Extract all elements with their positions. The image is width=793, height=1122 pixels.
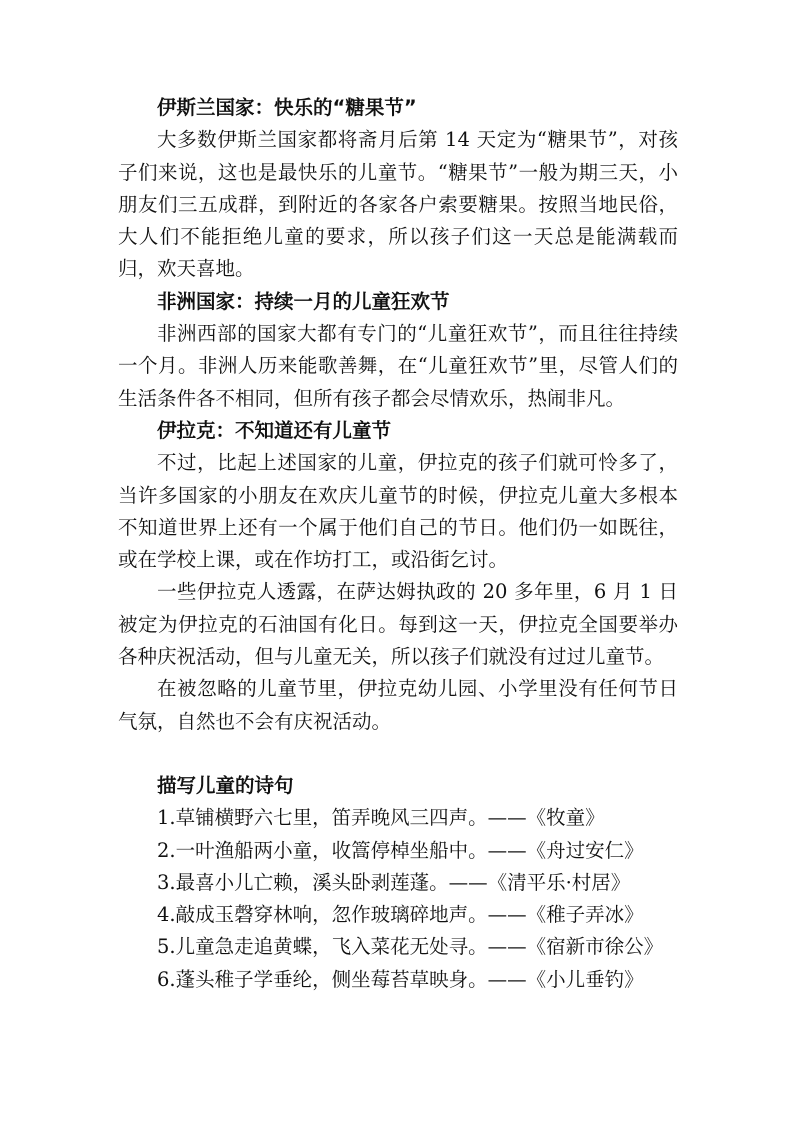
section-heading: 伊拉克：不知道还有儿童节 [157, 418, 392, 442]
section-islamic-countries [118, 92, 678, 286]
poem-line: 3.最喜小儿亡赖，溪头卧剥莲蓬。——《清平乐·村居》 [157, 870, 631, 894]
poem-line: 5.儿童急走追黄蝶，飞入菜花无处寻。——《宿新市徐公》 [157, 935, 664, 959]
section-heading: 伊斯兰国家：快乐的“糖果节” [157, 96, 417, 119]
poems-heading: 描写儿童的诗句 [157, 773, 294, 797]
poem-line: 2.一叶渔船两小童，收篙停棹坐船中。——《舟过安仁》 [157, 838, 644, 862]
section-african-countries [118, 286, 678, 415]
paragraph: 大多数伊斯兰国家都将斋月后第 14 天定为“糖果节”，对孩子们来说，这也是最快乐的儿童节。“糖果节”一般为期三天，小朋友们三五成群，到附近的各家各户索要糖果。按照当地民俗，大人们不能拒绝儿童的要求，所以孩子们这一天总是能满载而归，欢天喜地。 [118, 128, 678, 281]
paragraph: 在被忽略的儿童节里，伊拉克幼儿园、小学里没有任何节日气氛，自然也不会有庆祝活动。 [118, 677, 678, 733]
paragraph: 非洲西部的国家大都有专门的“儿童狂欢节”，而且往往持续一个月。非洲人历来能歌善舞，在“儿童狂欢节”里，尽管人们的生活条件各不相同，但所有孩子都会尽情欢乐，热闹非凡。 [118, 322, 678, 410]
section-heading: 非洲国家：持续一月的儿童狂欢节 [157, 289, 450, 313]
paragraph: 不过，比起上述国家的儿童，伊拉克的孩子们就可怜多了，当许多国家的小朋友在欢庆儿童节的时候，伊拉克儿童大多根本不知道世界上还有一个属于他们自己的节日。他们仍一如既往，或在学校上课，或在作坊打工，或沿街乞讨。 [118, 451, 678, 572]
document-page [118, 92, 678, 996]
spacer [118, 738, 678, 770]
poem-line: 4.敲成玉磬穿林响，忽作玻璃碎地声。——《稚子弄冰》 [157, 903, 644, 927]
section-poems [118, 770, 678, 996]
section-iraq [118, 415, 678, 738]
poem-line: 1.草铺横野六七里，笛弄晚风三四声。——《牧童》 [157, 806, 605, 830]
paragraph: 一些伊拉克人透露，在萨达姆执政的 20 多年里，6 月 1 日被定为伊拉克的石油国有化日。每到这一天，伊拉克全国要举办各种庆祝活动，但与儿童无关，所以孩子们就没有过过儿童节。 [118, 580, 678, 669]
poem-line: 6.蓬头稚子学垂纶，侧坐莓苔草映身。——《小儿垂钓》 [157, 967, 644, 991]
